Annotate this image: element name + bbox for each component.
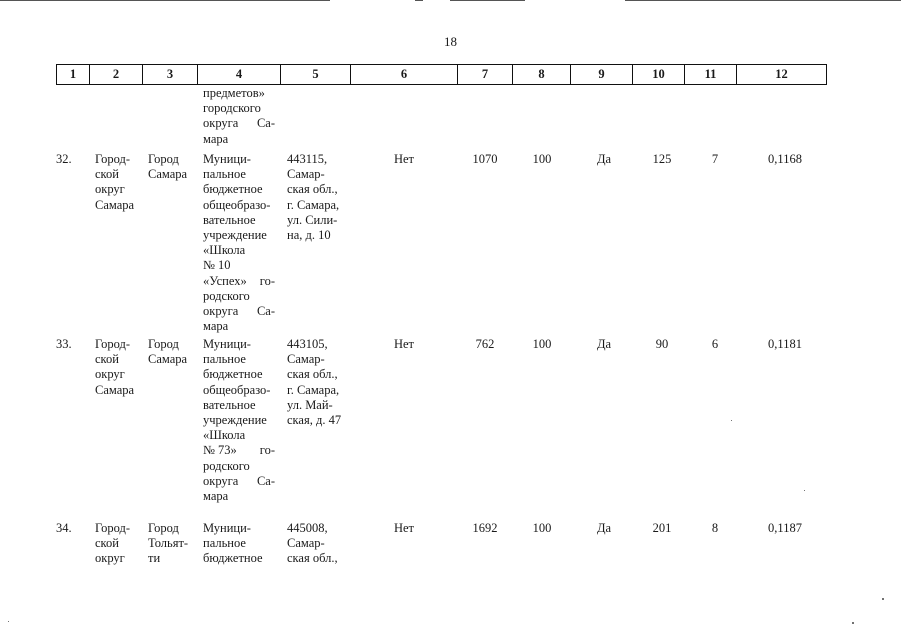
institution-name-cell: бюджетное (203, 367, 263, 382)
header-cell: 12 (775, 67, 788, 81)
institution-name-cell: Муници- (203, 152, 251, 166)
address-cell: г. Самара, (287, 197, 340, 212)
institution-name-cell: мара (203, 489, 229, 503)
header-cell: 10 (633, 65, 685, 84)
address-cell: ская обл., (287, 551, 338, 566)
table-cell-col10: 201 (652, 521, 672, 535)
institution-name-cell: № 73» го- (203, 443, 275, 458)
scan-edge-line (415, 0, 423, 1)
institution-name-cell: учреждение (203, 413, 267, 427)
table-cell-col8: 100 (532, 337, 552, 351)
institution-name-cell: общеобразо- (203, 197, 271, 212)
settlement-cell: ти (148, 551, 161, 566)
municipality-cell: Самара (95, 382, 135, 397)
municipality-cell: ской (95, 536, 119, 551)
table-cell-col11: 6 (711, 337, 719, 351)
table-cell-col12: 0,1181 (768, 337, 802, 351)
municipality-cell: округ (95, 367, 125, 382)
municipality-cell: округ (95, 551, 125, 566)
row-number: 33. (56, 337, 72, 351)
institution-name-cell: бюджетное (203, 182, 263, 197)
institution-name-cell: пальное (203, 536, 246, 551)
institution-name-cell: пальное (203, 167, 246, 182)
address-cell: Самар- (287, 352, 325, 367)
table-cell-col7: 1692 (472, 521, 498, 535)
table-cell-col11: 8 (711, 521, 719, 535)
header-cell: 5 (281, 65, 351, 84)
institution-name-cell: бюджетное (203, 551, 263, 566)
table-cell-col8: 100 (532, 521, 552, 535)
header-cell: 7 (458, 65, 513, 84)
header-cell: 9 (571, 65, 633, 84)
address-cell: 443105, (287, 337, 328, 351)
settlement-cell: Самара (148, 167, 188, 182)
table-cell-col7: 762 (475, 337, 495, 351)
address-cell: на, д. 10 (287, 228, 331, 242)
scan-edge-line (450, 0, 525, 1)
address-cell: ская обл., (287, 367, 338, 382)
address-cell: ул. Сили- (287, 212, 338, 227)
municipality-cell: Самара (95, 197, 135, 212)
institution-name-cell: № 10 (203, 258, 231, 273)
address-cell: г. Самара, (287, 382, 340, 397)
institution-name-cell: вательное (203, 212, 256, 227)
continuation-text: округа Са- (203, 116, 275, 131)
institution-name-cell: Муници- (203, 521, 251, 535)
scan-edge-line (625, 0, 901, 1)
address-cell: 445008, (287, 521, 328, 535)
institution-name-cell: «Школа (203, 243, 246, 258)
institution-name-cell: родского (203, 458, 250, 473)
municipality-cell: Город- (95, 521, 131, 535)
institution-name-cell: Муници- (203, 337, 251, 351)
header-cell: 6 (351, 65, 458, 84)
municipality-cell: ской (95, 167, 119, 182)
header-cell: 4 (198, 65, 281, 84)
address-cell: ул. Май- (287, 397, 333, 412)
header-cell: 3 (143, 65, 198, 84)
municipality-cell: округ (95, 182, 125, 197)
table-cell-col10: 90 (655, 337, 669, 351)
settlement-cell: Тольят- (148, 536, 189, 551)
address-cell: Самар- (287, 536, 325, 551)
continuation-text: городского (203, 101, 261, 116)
header-cell: 1 (57, 65, 90, 84)
settlement-cell: Самара (148, 352, 188, 367)
institution-name-cell: пальное (203, 352, 246, 367)
table-cell-col6: Нет (393, 337, 415, 351)
scan-speck (852, 622, 854, 624)
page-number: 18 (444, 34, 457, 49)
row-number: 32. (56, 152, 72, 166)
continuation-text: мара (203, 131, 229, 146)
scan-speck (882, 598, 884, 600)
settlement-cell: Город (148, 152, 179, 166)
address-cell: ская обл., (287, 182, 338, 197)
institution-name-cell: «Успех» го- (203, 273, 275, 288)
table-cell-col9: Да (596, 152, 612, 166)
scan-speck (8, 621, 9, 622)
scan-edge-line (0, 0, 330, 1)
institution-name-cell: «Школа (203, 428, 246, 443)
header-cell: 2 (90, 65, 143, 84)
address-cell: ская, д. 47 (287, 413, 342, 427)
address-cell: Самар- (287, 167, 325, 182)
table-cell-col10: 125 (652, 152, 672, 166)
scan-speck (804, 490, 805, 491)
municipality-cell: Город- (95, 337, 131, 351)
table-cell-col6: Нет (393, 152, 415, 166)
municipality-cell: Город- (95, 152, 131, 166)
address-cell: 443115, (287, 152, 328, 166)
institution-name-cell: родского (203, 288, 250, 303)
continuation-text: предметов» (203, 86, 265, 100)
settlement-cell: Город (148, 521, 179, 535)
institution-name-cell: учреждение (203, 228, 267, 242)
table-cell-col12: 0,1168 (768, 152, 802, 166)
table-header (56, 64, 827, 85)
table-cell-col9: Да (596, 337, 612, 351)
settlement-cell: Город (148, 337, 179, 351)
header-cell: 8 (513, 65, 571, 84)
institution-name-cell: округа Са- (203, 473, 275, 488)
institution-name-cell: общеобразо- (203, 382, 271, 397)
header-cell: 11 (685, 65, 737, 84)
scan-speck (731, 420, 732, 421)
table-cell-col8: 100 (532, 152, 552, 166)
table-cell-col7: 1070 (472, 152, 498, 166)
table-cell-col9: Да (596, 521, 612, 535)
table-cell-col12: 0,1187 (768, 521, 802, 535)
row-number: 34. (56, 521, 72, 535)
institution-name-cell: вательное (203, 397, 256, 412)
municipality-cell: ской (95, 352, 119, 367)
institution-name-cell: округа Са- (203, 304, 275, 318)
table-cell-col6: Нет (393, 521, 415, 535)
table-cell-col11: 7 (711, 152, 719, 166)
institution-name-cell: мара (203, 319, 229, 334)
